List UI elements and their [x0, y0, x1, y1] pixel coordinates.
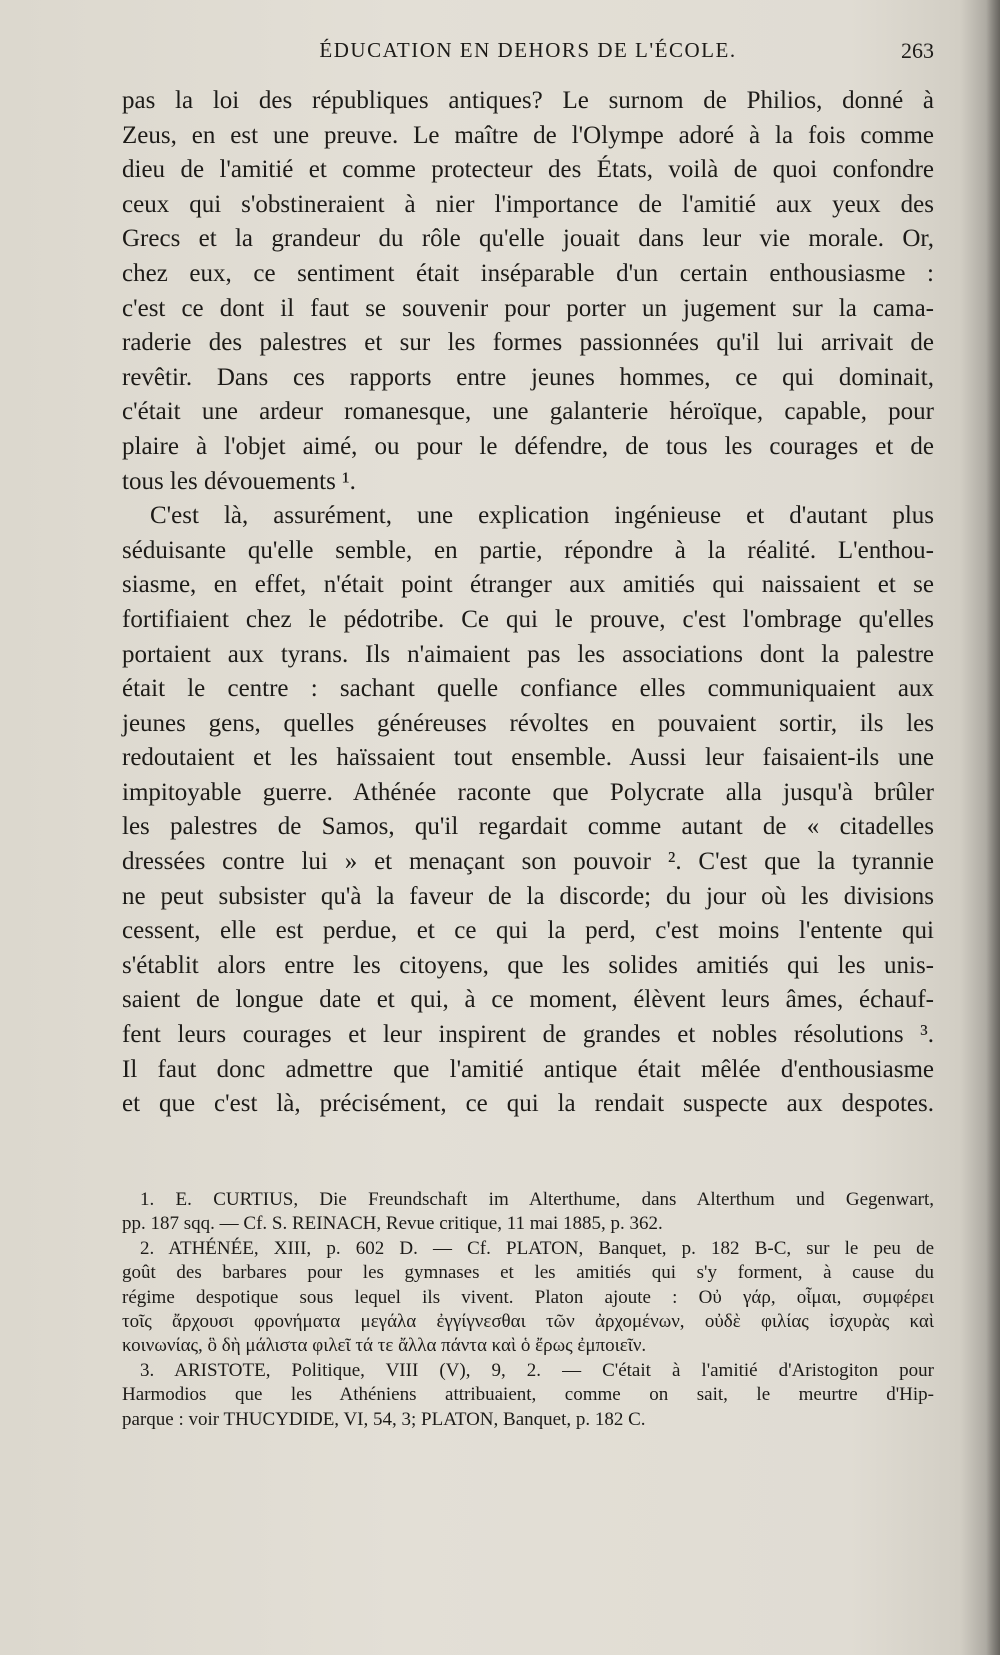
text-line: cessent, elle est perdue, et ce qui la perd, c'est moins l'entente qui: [122, 917, 934, 945]
footnote-line: goût des barbares pour les gymnases et les amitiés qui s'y forment, à cause du: [122, 1262, 934, 1284]
page-header: [122, 38, 934, 72]
footnote-line: τοῖς ἄρχουσι φρονήματα μεγάλα ἐγγίγνεσθαι τῶν ἀρχομένων, οὐδὲ φιλίας ἰσχυρὰς καὶ: [122, 1310, 934, 1332]
footnote-line: régime despotique sous lequel ils vivent. Platon ajoute : Οὐ γάρ, οἶμαι, συμφέρει: [122, 1286, 934, 1308]
footnote-line: parque : voir THUCYDIDE, VI, 54, 3; PLATON, Banquet, p. 182 C.: [122, 1408, 646, 1430]
footnotes: [122, 1188, 934, 1432]
text-line: était le centre : sachant quelle confiance elles communiquaient aux: [122, 675, 934, 703]
text-line: C'est là, assurément, une explication ingénieuse et d'autant plus: [150, 502, 934, 530]
main-text: [122, 84, 934, 1122]
text-line: chez eux, ce sentiment était inséparable d'un certain enthousiasme :: [122, 259, 934, 287]
text-line: Zeus, en est une preuve. Le maître de l'Olympe adoré à la fois comme: [122, 121, 934, 149]
text-line: siasme, en effet, n'était point étranger aux amitiés qui naissaient et se: [122, 571, 934, 599]
page-number: 263: [901, 38, 934, 63]
text-line: portaient aux tyrans. Ils n'aimaient pas les associations dont la palestre: [122, 640, 934, 668]
text-line: Grecs et la grandeur du rôle qu'elle jouait dans leur vie morale. Or,: [122, 225, 934, 253]
text-line: saient de longue date et qui, à ce moment, élèvent leurs âmes, échauf-: [122, 986, 934, 1014]
page-edge-shadow: [986, 0, 1000, 1655]
running-head: ÉDUCATION EN DEHORS DE L'ÉCOLE.: [319, 38, 737, 62]
text-line: tous les dévouements ¹.: [122, 467, 356, 495]
text-line: les palestres de Samos, qu'il regardait comme autant de « citadelles: [122, 813, 934, 841]
text-line: plaire à l'objet aimé, ou pour le défendre, de tous les courages et de: [122, 432, 934, 460]
footnote-line: κοινωνίας, ὃ δὴ μάλιστα φιλεῖ τά τε ἄλλα πάντα καὶ ὁ ἔρως ἐμποιεῖν.: [122, 1335, 647, 1357]
footnote-line: 2. ATHÉNÉE, XIII, p. 602 D. — Cf. PLATON, Banquet, p. 182 B-C, sur le peu de: [140, 1237, 934, 1259]
text-line: ne peut subsister qu'à la faveur de la discorde; du jour où les divisions: [122, 882, 934, 910]
text-line: redoutaient et les haïssaient tout ensemble. Aussi leur faisaient-ils une: [122, 744, 934, 772]
footnote-line: Harmodios que les Athéniens attribuaient, comme on sait, le meurtre d'Hip-: [122, 1384, 934, 1406]
footnote-line: 3. ARISTOTE, Politique, VIII (V), 9, 2. — C'était à l'amitié d'Aristogiton pour: [140, 1359, 934, 1381]
text-line: fortifiaient chez le pédotribe. Ce qui le prouve, c'est l'ombrage qu'elles: [122, 605, 934, 633]
text-line: s'établit alors entre les citoyens, que les solides amitiés qui les unis-: [122, 951, 934, 979]
text-line: pas la loi des républiques antiques? Le surnom de Philios, donné à: [122, 87, 934, 114]
text-line: et que c'est là, précisément, ce qui la rendait suspecte aux despotes.: [122, 1090, 934, 1118]
text-line: séduisante qu'elle semble, en partie, répondre à la réalité. L'enthou-: [122, 536, 934, 564]
text-line: fent leurs courages et leur inspirent de grandes et nobles résolutions ³.: [122, 1021, 934, 1049]
text-line: ceux qui s'obstineraient à nier l'importance de l'amitié aux yeux des: [122, 190, 934, 218]
text-line: dieu de l'amitié et comme protecteur des États, voilà de quoi confondre: [122, 156, 934, 184]
footnote-line: 1. E. CURTIUS, Die Freundschaft im Alterthume, dans Alterthum und Gegenwart,: [140, 1189, 934, 1210]
text-line: c'était une ardeur romanesque, une galanterie héroïque, capable, pour: [122, 398, 934, 426]
footnote-line: pp. 187 sqq. — Cf. S. REINACH, Revue critique, 11 mai 1885, p. 362.: [122, 1213, 663, 1235]
text-line: dressées contre lui » et menaçant son pouvoir ². C'est que la tyrannie: [122, 848, 934, 876]
text-line: c'est ce dont il faut se souvenir pour porter un jugement sur la cama-: [122, 294, 934, 322]
text-line: impitoyable guerre. Athénée raconte que Polycrate alla jusqu'à brûler: [122, 778, 934, 806]
text-line: revêtir. Dans ces rapports entre jeunes hommes, ce qui dominait,: [122, 363, 934, 391]
text-line: raderie des palestres et sur les formes passionnées qu'il lui arrivait de: [122, 329, 934, 357]
text-line: Il faut donc admettre que l'amitié antique était mêlée d'enthousiasme: [122, 1055, 934, 1083]
text-line: jeunes gens, quelles généreuses révoltes en pouvaient sortir, ils les: [122, 709, 934, 737]
